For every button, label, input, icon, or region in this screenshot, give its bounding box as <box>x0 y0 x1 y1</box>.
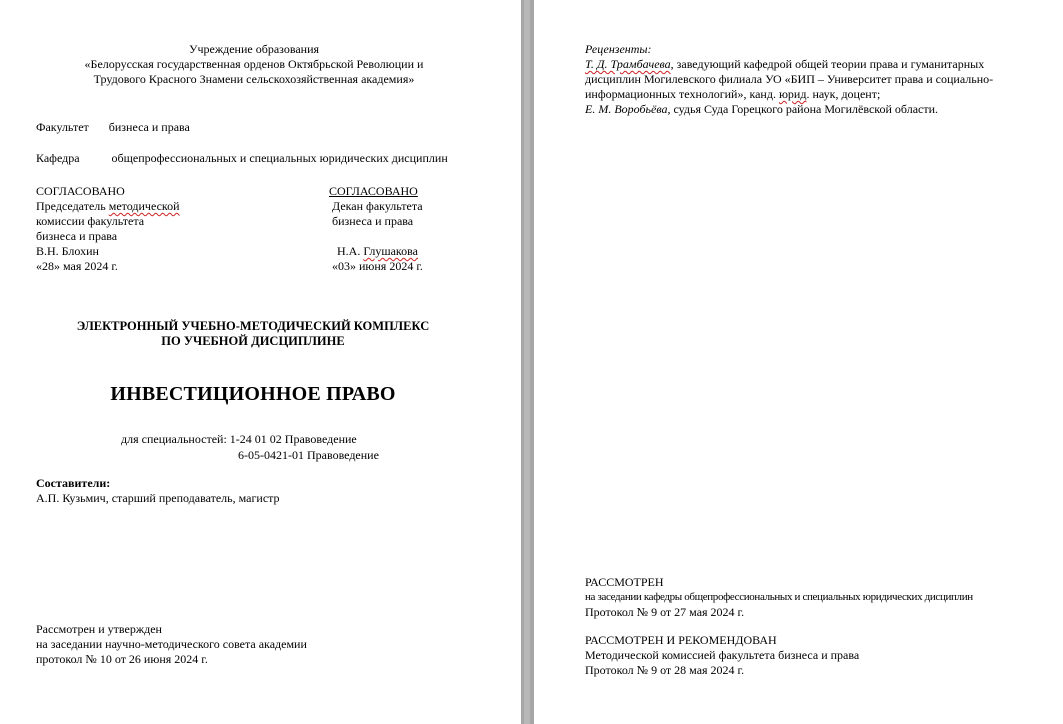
approval-right-line-1: Декан факультета <box>332 199 423 213</box>
reviewer-2-line <box>585 102 993 117</box>
approval-right-signer-a: Н.А. <box>337 244 364 258</box>
approval-footer <box>36 622 307 667</box>
approval-footer-line-3: протокол № 10 от 26 июня 2024 г. <box>36 652 208 666</box>
reviewer-2-text: , судья Суда Горецкого района Могилёвской области. <box>667 102 939 116</box>
faculty-line <box>36 120 190 135</box>
approval-right-signer-b: Глушакова <box>363 244 418 258</box>
reviewer-1-line-1 <box>585 57 993 72</box>
reviewer-2-name: Е. М. Воробьёва <box>585 102 668 116</box>
institution-line-2: «Белорусская государственная орденов Октябрьской Революции и <box>84 57 424 71</box>
considered-block <box>585 575 973 620</box>
approval-left-date: «28» мая 2024 г. <box>36 259 118 273</box>
department-label: Кафедра <box>36 151 80 165</box>
approval-right-signer <box>329 244 423 259</box>
specialties-line-1: для специальностей: 1-24 01 02 Правоведение <box>121 432 357 446</box>
approval-left-line-1 <box>36 199 180 214</box>
reviewers-heading: Рецензенты: <box>585 42 652 56</box>
approval-right-heading: СОГЛАСОВАНО <box>329 184 418 198</box>
institution-line-1: Учреждение образования <box>188 42 320 56</box>
reverse-page <box>534 0 1063 724</box>
considered-line-1: на заседании кафедры общепрофессиональных и специальных юридических дисциплин <box>585 591 973 603</box>
institution-block <box>0 42 508 87</box>
approval-right-date: «03» июня 2024 г. <box>332 259 423 273</box>
reviewer-1-text-3a: информационных технологий», канд. <box>585 87 779 101</box>
faculty-value: бизнеса и права <box>108 120 190 134</box>
approval-right <box>329 184 423 274</box>
reviewer-1-text-1: , заведующий кафедрой общей теории права и гуманитарных <box>670 57 985 71</box>
approval-left-line-1b: методической <box>108 199 180 213</box>
reviewer-1-name <box>585 57 671 71</box>
faculty-label: Факультет <box>36 120 89 134</box>
approval-footer-line-2: на заседании научно-методического совета академии <box>36 637 307 651</box>
complex-title <box>0 319 506 349</box>
approval-footer-line-1: Рассмотрен и утвержден <box>36 622 162 636</box>
department-value: общепрофессиональных и специальных юридических дисциплин <box>111 151 448 165</box>
recommended-line-1: Методической комиссией факультета бизнеса и права <box>585 648 860 662</box>
recommended-block <box>585 633 859 678</box>
reviewer-1-text-3c: . наук, доцент; <box>806 87 881 101</box>
specialties-line-2: 6-05-0421-01 Правоведение <box>238 448 379 462</box>
reviewer-1-name-text: Т. Д. Трамбачева <box>585 57 671 71</box>
approval-left-signer: В.Н. Блохин <box>36 244 99 258</box>
compilers-person: А.П. Кузьмич, старший преподаватель, магистр <box>36 491 280 505</box>
institution-line-3: Трудового Красного Знамени сельскохозяйственная академия» <box>93 72 415 86</box>
approval-left-line-3: бизнеса и права <box>36 229 118 243</box>
approval-left-line-1a: Председатель <box>36 199 109 213</box>
considered-heading: РАССМОТРЕН <box>585 575 664 589</box>
approval-left-heading: СОГЛАСОВАНО <box>36 184 125 198</box>
reviewers-block <box>585 42 993 117</box>
recommended-heading: РАССМОТРЕН И РЕКОМЕНДОВАН <box>585 633 777 647</box>
compilers-heading: Составители: <box>36 476 111 490</box>
reviewer-1-line-2: дисциплин Могилевского филиала УО «БИП – Университет права и социально- <box>585 72 994 86</box>
complex-title-line-1: ЭЛЕКТРОННЫЙ УЧЕБНО-МЕТОДИЧЕСКИЙ КОМПЛЕКС <box>76 319 430 333</box>
page-gutter <box>521 0 534 724</box>
reviewer-1-line-3 <box>585 87 993 102</box>
discipline-title: ИНВЕСТИЦИОННОЕ ПРАВО <box>110 383 396 405</box>
department-line <box>36 151 448 166</box>
considered-line-2: Протокол № 9 от 27 мая 2024 г. <box>585 605 745 619</box>
recommended-line-2: Протокол № 9 от 28 мая 2024 г. <box>585 663 745 677</box>
complex-title-line-2: ПО УЧЕБНОЙ ДИСЦИПЛИНЕ <box>161 334 345 348</box>
approval-right-line-2: бизнеса и права <box>332 214 414 228</box>
compilers-block <box>36 476 280 506</box>
approval-left <box>36 184 180 274</box>
approval-left-line-2: комиссии факультета <box>36 214 145 228</box>
title-page <box>0 0 521 724</box>
reviewer-1-text-3b: юрид <box>778 87 807 101</box>
